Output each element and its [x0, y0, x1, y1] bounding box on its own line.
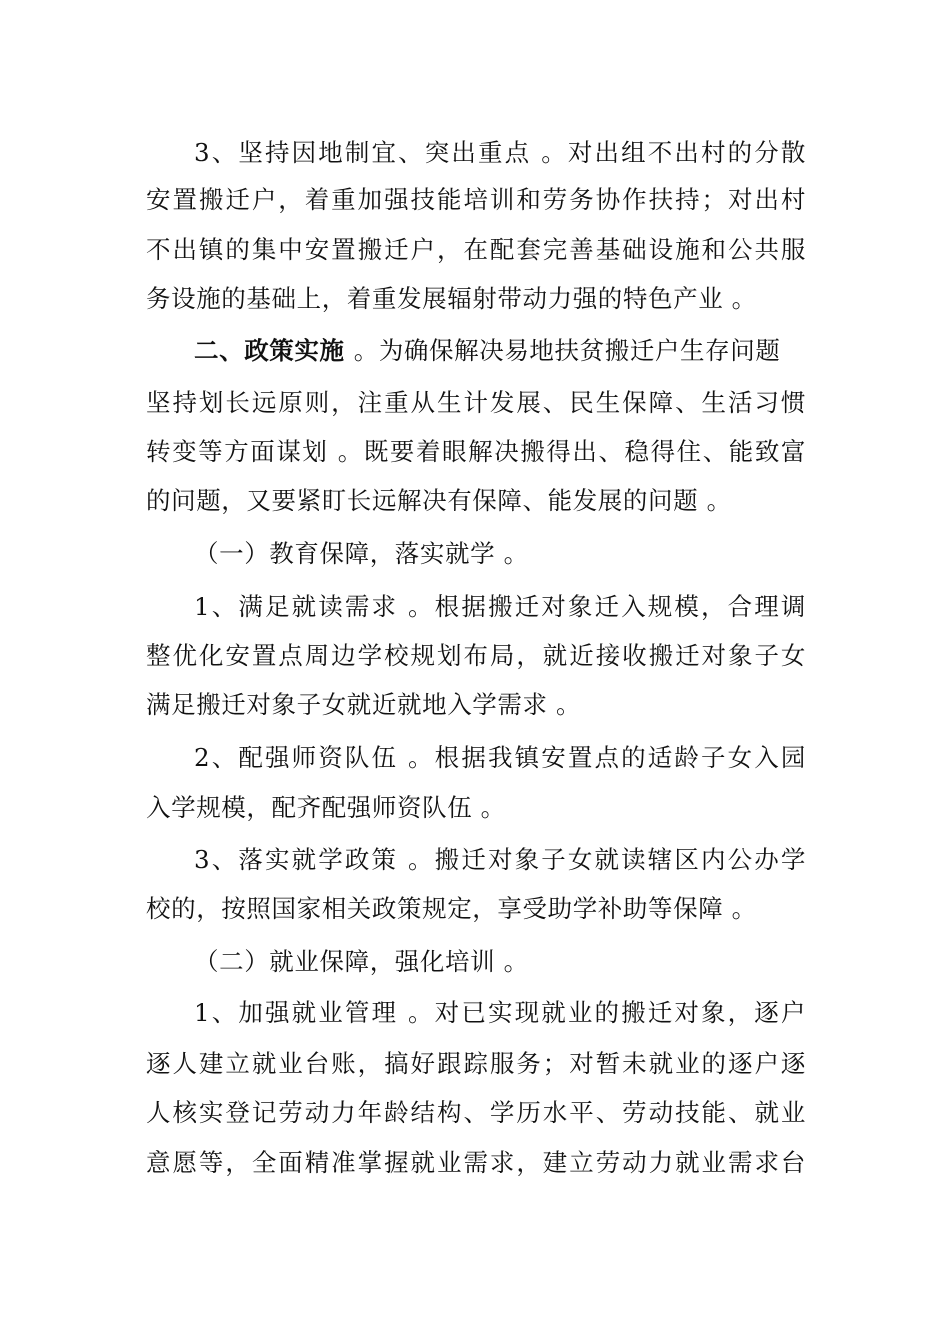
- paragraph-line: 2、配强师资队伍 。根据我镇安置点的适龄子女入园: [194, 743, 806, 772]
- paragraph-line: 坚持划长远原则，注重从生计发展、民生保障、生活习惯: [146, 388, 806, 417]
- paragraph-line: 人核实登记劳动力年龄结构、学历水平、劳动技能、就业: [146, 1098, 806, 1127]
- paragraph-line: 逐人建立就业台账，搞好跟踪服务；对暂未就业的逐户逐: [146, 1049, 806, 1078]
- paragraph-text: 。为确保解决易地扶贫搬迁户生存问题: [353, 336, 781, 365]
- paragraph-line: 务设施的基础上，着重发展辐射带动力强的特色产业 。: [146, 284, 757, 313]
- paragraph-line: 的问题，又要紧盯长远解决有保障、能发展的问题 。: [146, 486, 732, 515]
- section-heading-line: [194, 331, 806, 371]
- section-heading: 二、政策实施: [194, 336, 354, 365]
- paragraph-line: 3、坚持因地制宜、突出重点 。对出组不出村的分散: [194, 138, 806, 167]
- paragraph-line: 安置搬迁户，着重加强技能培训和劳务协作扶持；对出村: [146, 185, 806, 214]
- paragraph-line: 1、满足就读需求 。根据搬迁对象迁入规模，合理调: [194, 592, 806, 621]
- paragraph-line: 转变等方面谋划 。既要着眼解决搬得出、稳得住、能致富: [146, 437, 806, 466]
- paragraph-line: 1、加强就业管理 。对已实现就业的搬迁对象，逐户: [194, 998, 806, 1027]
- subheading: （一）教育保障，落实就学 。: [194, 539, 529, 568]
- paragraph-line: 满足搬迁对象子女就近就地入学需求 。: [146, 690, 582, 719]
- paragraph-line: 整优化安置点周边学校规划布局，就近接收搬迁对象子女: [146, 641, 806, 670]
- paragraph-line: 3、落实就学政策 。搬迁对象子女就读辖区内公办学: [194, 845, 806, 874]
- paragraph-line: 校的，按照国家相关政策规定，享受助学补助等保障 。: [146, 894, 757, 923]
- paragraph-line: 意愿等，全面精准掌握就业需求，建立劳动力就业需求台: [146, 1148, 806, 1177]
- paragraph-line: 入学规模，配齐配强师资队伍 。: [146, 793, 506, 822]
- paragraph-line: 不出镇的集中安置搬迁户，在配套完善基础设施和公共服: [146, 235, 806, 264]
- subheading: （二）就业保障，强化培训 。: [194, 947, 529, 976]
